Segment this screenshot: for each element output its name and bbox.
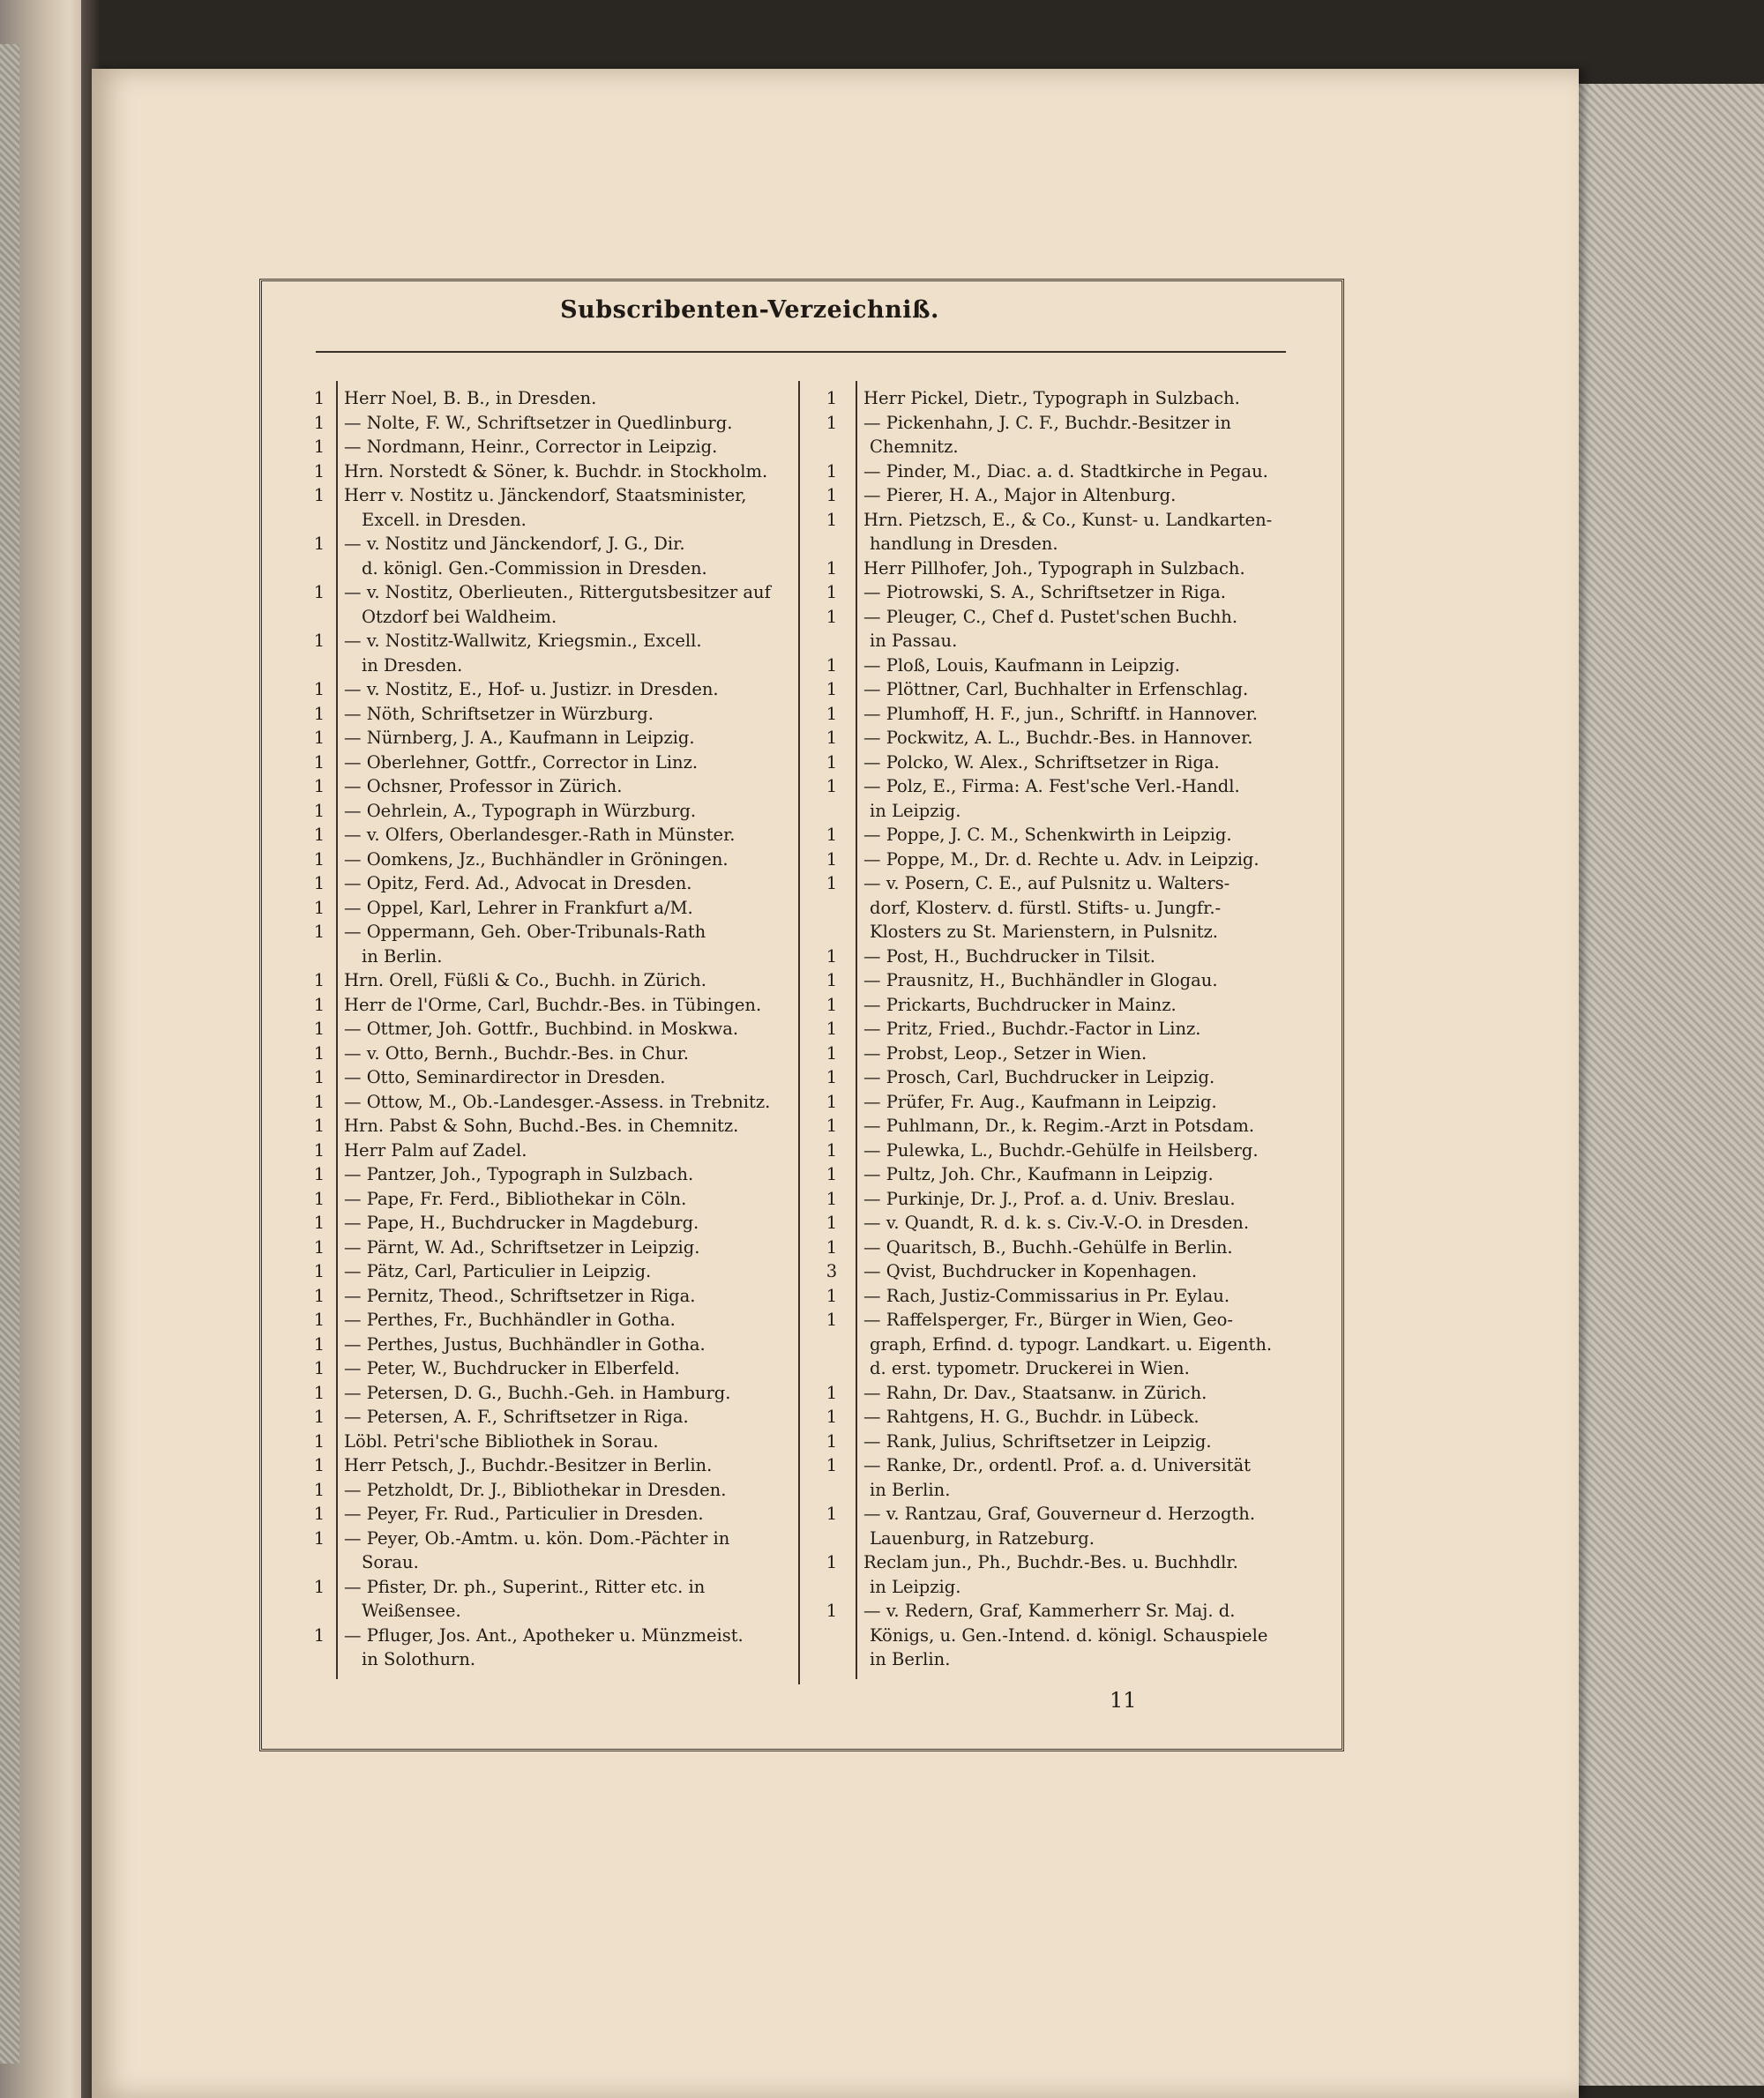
- subscriber-name: — Probst, Leop., Setzer in Wien.: [863, 1042, 1147, 1064]
- subscriber-continuation: in Berlin.: [362, 945, 443, 967]
- subscriber-quantity: 1: [313, 994, 325, 1015]
- subscriber-name: — Prüfer, Fr. Aug., Kaufmann in Leipzig.: [863, 1091, 1217, 1112]
- subscriber-entry: [818, 1405, 1290, 1430]
- subscriber-entry: [310, 1405, 796, 1430]
- subscriber-name: — v. Quandt, R. d. k. s. Civ.-V.-O. in Dresden.: [863, 1213, 1250, 1233]
- subscriber-entry: [818, 1187, 1290, 1212]
- subscriber-entry: [310, 580, 796, 629]
- subscriber-quantity: 1: [313, 800, 325, 821]
- subscriber-name: — Qvist, Buchdrucker in Kopenhagen.: [863, 1261, 1198, 1281]
- subscriber-name: — Perthes, Justus, Buchhändler in Gotha.: [344, 1333, 706, 1355]
- subscriber-entry: [310, 1211, 796, 1236]
- title-rule: [316, 351, 1286, 353]
- left-binding-cloth: [0, 44, 19, 2064]
- subscriber-quantity: 1: [313, 1504, 325, 1524]
- subscriber-entry: [818, 1065, 1290, 1090]
- subscriber-quantity: 1: [826, 1285, 838, 1306]
- subscriber-entry: [818, 968, 1290, 993]
- subscriber-quantity: 1: [826, 460, 838, 482]
- subscriber-entry: [310, 629, 796, 677]
- subscriber-name: — Oehrlein, A., Typograph in Würzburg.: [344, 800, 697, 821]
- subscriber-quantity: 1: [313, 1358, 325, 1378]
- subscriber-name: — Rank, Julius, Schriftsetzer in Leipzig.: [863, 1430, 1212, 1452]
- subscriber-quantity: 1: [826, 1188, 838, 1209]
- subscriber-name: — Ploß, Louis, Kaufmann in Leipzig.: [863, 654, 1180, 676]
- subscriber-quantity: 1: [313, 1455, 325, 1475]
- subscriber-name: — Puhlmann, Dr., k. Regim.-Arzt in Potsdam.: [863, 1116, 1255, 1136]
- subscriber-continuation: Excell. in Dresden.: [362, 509, 527, 530]
- subscriber-quantity: 1: [313, 388, 325, 408]
- subscriber-name: — Nürnberg, J. A., Kaufmann in Leipzig.: [344, 728, 695, 748]
- subscriber-quantity: 1: [313, 825, 325, 845]
- subscriber-name: — v. Posern, C. E., auf Pulsnitz u. Walters-: [863, 873, 1230, 893]
- subscriber-quantity: 1: [313, 1285, 325, 1306]
- subscriber-quantity: 1: [313, 1188, 325, 1209]
- subscriber-quantity: 1: [826, 1407, 838, 1427]
- subscriber-quantity: 1: [826, 1067, 838, 1087]
- subscriber-entry: [310, 1114, 796, 1139]
- subscriber-entry: [818, 750, 1290, 775]
- subscriber-entry: [310, 1187, 796, 1212]
- subscriber-name: — Poppe, M., Dr. d. Rechte u. Adv. in Leipzig.: [863, 848, 1259, 870]
- subscriber-entry: [818, 1502, 1290, 1550]
- subscriber-quantity: 1: [313, 776, 325, 796]
- subscriber-quantity: 1: [826, 848, 838, 870]
- subscriber-name: Herr Petsch, J., Buchdr.-Besitzer in Berlin.: [344, 1455, 713, 1475]
- subscriber-quantity: 1: [826, 1164, 838, 1184]
- subscriber-entry: [818, 1139, 1290, 1163]
- subscriber-quantity: 1: [826, 606, 838, 627]
- subscriber-quantity: 1: [826, 485, 838, 505]
- subscriber-quantity: 1: [826, 1601, 838, 1621]
- subscriber-name: — Plöttner, Carl, Buchhalter in Erfenschlag.: [863, 679, 1249, 699]
- subscriber-quantity: 1: [313, 1042, 325, 1064]
- subscriber-entry: [310, 1502, 796, 1527]
- subscriber-name: — Petersen, D. G., Buchh.-Geh. in Hamburg.: [344, 1382, 731, 1403]
- subscriber-entry: [310, 1284, 796, 1309]
- subscriber-continuation: Lauenburg, in Ratzeburg.: [870, 1527, 1095, 1549]
- subscriber-entry: [818, 483, 1290, 508]
- subscriber-name: — Ottmer, Joh. Gottfr., Buchbind. in Moskwa.: [344, 1019, 739, 1039]
- subscriber-name: — Pantzer, Joh., Typograph in Sulzbach.: [344, 1164, 694, 1184]
- subscriber-entry: [310, 459, 796, 484]
- subscriber-name: — Pockwitz, A. L., Buchdr.-Bes. in Hannover.: [863, 728, 1253, 748]
- subscriber-entry: [310, 1139, 796, 1163]
- subscriber-continuation: d. erst. typometr. Druckerei in Wien.: [870, 1358, 1190, 1378]
- subscriber-quantity: 1: [826, 776, 838, 796]
- subscriber-name: — Prickarts, Buchdrucker in Mainz.: [863, 994, 1177, 1015]
- subscriber-entry: [310, 532, 796, 580]
- subscriber-name: — Poppe, J. C. M., Schenkwirth in Leipzig.: [863, 825, 1232, 845]
- subscriber-quantity: 1: [826, 679, 838, 699]
- subscriber-entry: [310, 847, 796, 872]
- subscriber-quantity: 1: [313, 1261, 325, 1281]
- subscriber-name: — Purkinje, Dr. J., Prof. a. d. Univ. Breslau.: [863, 1188, 1236, 1209]
- subscriber-continuation: Sorau.: [362, 1552, 419, 1572]
- subscriber-continuation: d. königl. Gen.-Commission in Dresden.: [362, 557, 707, 579]
- subscriber-entry: [310, 799, 796, 824]
- subscriber-continuation: in Leipzig.: [870, 1576, 961, 1597]
- subscriber-entry: [310, 871, 796, 896]
- subscriber-entry: [818, 1550, 1290, 1599]
- subscriber-name: — Otto, Seminardirector in Dresden.: [344, 1067, 666, 1087]
- subscriber-quantity: 1: [826, 1042, 838, 1064]
- page-title: Subscribenten-Verzeichniß.: [560, 296, 939, 324]
- subscriber-name: — v. Olfers, Oberlandesger.-Rath in Münster.: [344, 825, 736, 845]
- subscriber-name: — Rach, Justiz-Commissarius in Pr. Eylau.: [863, 1285, 1230, 1306]
- subscriber-entry: [818, 580, 1290, 605]
- subscriber-quantity: 1: [826, 1382, 838, 1403]
- subscriber-name: Herr Pillhofer, Joh., Typograph in Sulzbach.: [863, 557, 1245, 579]
- subscriber-quantity: 1: [826, 388, 838, 408]
- subscriber-entry: [310, 1333, 796, 1357]
- subscriber-name: — Pinder, M., Diac. a. d. Stadtkirche in Pegau.: [863, 460, 1268, 482]
- subscriber-name: — Oppel, Karl, Lehrer in Frankfurt a/M.: [344, 897, 693, 918]
- subscriber-entry: [818, 1259, 1290, 1284]
- subscriber-quantity: 1: [826, 1455, 838, 1475]
- subscriber-entry: [310, 774, 796, 799]
- subscriber-quantity: 1: [826, 509, 838, 530]
- subscriber-quantity: 1: [826, 825, 838, 845]
- subscriber-quantity: 1: [826, 1430, 838, 1452]
- subscriber-quantity: 1: [313, 1430, 325, 1452]
- subscriber-entry: [310, 993, 796, 1018]
- subscriber-entry: [310, 920, 796, 968]
- subscriber-quantity: 1: [313, 1067, 325, 1087]
- subscriber-entry: [818, 459, 1290, 484]
- subscriber-continuation: dorf, Klosterv. d. fürstl. Stifts- u. Jungfr.-: [870, 897, 1222, 918]
- subscriber-entry: [818, 1236, 1290, 1260]
- subscriber-name: — Prausnitz, H., Buchhändler in Glogau.: [863, 970, 1218, 990]
- subscriber-entry: [310, 1090, 796, 1115]
- subscriber-entry: [310, 1381, 796, 1406]
- subscriber-continuation: in Passau.: [870, 631, 958, 651]
- subscriber-name: — Pleuger, C., Chef d. Pustet'schen Buchh.: [863, 606, 1238, 627]
- subscriber-entry: [310, 1162, 796, 1187]
- subscriber-name: — Pape, Fr. Ferd., Bibliothekar in Cöln.: [344, 1188, 687, 1209]
- subscriber-name: Hrn. Orell, Füßli & Co., Buchh. in Zürich.: [344, 970, 706, 990]
- subscriber-quantity: 1: [313, 1091, 325, 1112]
- subscriber-entry: [818, 411, 1290, 459]
- subscriber-entry: [818, 386, 1290, 411]
- subscriber-name: — Nöth, Schriftsetzer in Würzburg.: [344, 703, 654, 724]
- subscriber-quantity: 1: [826, 654, 838, 676]
- subscriber-entry: [310, 1042, 796, 1066]
- subscriber-name: — Oberlehner, Gottfr., Corrector in Linz.: [344, 751, 699, 773]
- subscriber-name: — Peyer, Fr. Rud., Particulier in Dresden.: [344, 1504, 704, 1524]
- subscriber-name: — Pfister, Dr. ph., Superint., Ritter etc. in: [344, 1576, 706, 1597]
- subscriber-name: Löbl. Petri'sche Bibliothek in Sorau.: [344, 1430, 659, 1452]
- subscriber-name: — Pulewka, L., Buchdr.-Gehülfe in Heilsberg.: [863, 1139, 1259, 1161]
- subscriber-entry: [818, 1090, 1290, 1115]
- subscriber-name: — v. Nostitz, E., Hof- u. Justizr. in Dresden.: [344, 679, 719, 699]
- subscriber-name: Herr de l'Orme, Carl, Buchdr.-Bes. in Tübingen.: [344, 994, 762, 1015]
- subscriber-entry: [310, 677, 796, 702]
- subscriber-name: — Peter, W., Buchdrucker in Elberfeld.: [344, 1358, 680, 1378]
- subscriber-quantity: 1: [826, 1091, 838, 1112]
- subscriber-quantity: 1: [313, 897, 325, 918]
- subscriber-continuation: graph, Erfind. d. typogr. Landkart. u. Eigenth.: [870, 1333, 1273, 1355]
- subscriber-quantity: 1: [313, 1333, 325, 1355]
- subscriber-quantity: 1: [313, 412, 325, 433]
- subscriber-continuation: in Dresden.: [362, 654, 463, 676]
- subscriber-name: Reclam jun., Ph., Buchdr.-Bes. u. Buchhdlr.: [863, 1552, 1238, 1572]
- subscriber-quantity: 1: [826, 945, 838, 967]
- subscriber-name: Herr Noel, B. B., in Dresden.: [344, 388, 597, 408]
- subscriber-name: — Ranke, Dr., ordentl. Prof. a. d. Universität: [863, 1455, 1251, 1475]
- subscriber-entry: [818, 702, 1290, 727]
- subscriber-entry: [818, 823, 1290, 847]
- subscriber-continuation: in Berlin.: [870, 1479, 951, 1500]
- subscriber-name: — Petzholdt, Dr. J., Bibliothekar in Dresden.: [344, 1479, 727, 1500]
- subscriber-entry: [310, 1236, 796, 1260]
- subscriber-quantity: 1: [313, 631, 325, 651]
- subscriber-quantity: 1: [313, 728, 325, 748]
- subscriber-name: — Pierer, H. A., Major in Altenburg.: [863, 485, 1177, 505]
- subscriber-column-right: [818, 386, 1290, 1672]
- subscriber-entry: [818, 508, 1290, 556]
- subscriber-quantity: 1: [313, 485, 325, 505]
- subscriber-name: — Pape, H., Buchdrucker in Magdeburg.: [344, 1213, 699, 1233]
- subscriber-entry: [310, 411, 796, 436]
- subscriber-entry: [310, 1065, 796, 1090]
- page-number: 11: [1110, 1688, 1137, 1713]
- subscriber-name: — Nolte, F. W., Schriftsetzer in Quedlinburg.: [344, 412, 733, 433]
- subscriber-quantity: 1: [826, 751, 838, 773]
- subscriber-continuation: Klosters zu St. Marienstern, in Pulsnitz.: [870, 922, 1219, 942]
- subscriber-entry: [310, 1575, 796, 1624]
- subscriber-quantity: 1: [826, 1504, 838, 1524]
- subscriber-entry: [310, 483, 796, 532]
- subscriber-entry: [818, 1284, 1290, 1309]
- subscriber-entry: [310, 726, 796, 750]
- subscriber-continuation: Königs, u. Gen.-Intend. d. königl. Schauspiele: [870, 1624, 1268, 1646]
- subscriber-quantity: 1: [826, 1019, 838, 1039]
- subscriber-continuation: Chemnitz.: [870, 437, 959, 457]
- subscriber-quantity: 1: [313, 1164, 325, 1184]
- subscriber-quantity: 1: [313, 873, 325, 893]
- subscriber-entry: [818, 677, 1290, 702]
- subscriber-continuation: in Berlin.: [870, 1649, 951, 1669]
- subscriber-name: — Opitz, Ferd. Ad., Advocat in Dresden.: [344, 873, 692, 893]
- subscriber-entry: [310, 1478, 796, 1503]
- subscriber-quantity: 1: [826, 1310, 838, 1330]
- subscriber-quantity: 1: [313, 1139, 325, 1161]
- subscriber-column-left: [310, 386, 796, 1672]
- subscriber-entry: [818, 871, 1290, 944]
- subscriber-entry: [310, 1453, 796, 1478]
- subscriber-name: — Quaritsch, B., Buchh.-Gehülfe in Berlin.: [863, 1236, 1233, 1258]
- subscriber-name: — Raffelsperger, Fr., Bürger in Wien, Geo-: [863, 1310, 1233, 1330]
- subscriber-name: — Perthes, Fr., Buchhändler in Gotha.: [344, 1310, 676, 1330]
- subscriber-name: — Ochsner, Professor in Zürich.: [344, 776, 623, 796]
- subscriber-quantity: 1: [313, 848, 325, 870]
- subscriber-entry: [818, 1308, 1290, 1381]
- subscriber-quantity: 1: [826, 703, 838, 724]
- subscriber-entry: [310, 1624, 796, 1672]
- subscriber-quantity: 1: [313, 1019, 325, 1039]
- subscriber-quantity: 1: [313, 437, 325, 457]
- subscriber-name: — Plumhoff, H. F., jun., Schriftf. in Hannover.: [863, 703, 1258, 724]
- subscriber-quantity: 1: [826, 873, 838, 893]
- subscriber-quantity: 1: [313, 751, 325, 773]
- subscriber-name: — Pultz, Joh. Chr., Kaufmann in Leipzig.: [863, 1164, 1214, 1184]
- subscriber-entry: [818, 847, 1290, 872]
- subscriber-entry: [310, 1017, 796, 1042]
- subscriber-quantity: 1: [826, 1552, 838, 1572]
- subscriber-name: — Piotrowski, S. A., Schriftsetzer in Riga.: [863, 582, 1226, 602]
- subscriber-name: — Oomkens, Jz., Buchhändler in Gröningen.: [344, 848, 729, 870]
- subscriber-quantity: 1: [826, 1139, 838, 1161]
- subscriber-entry: [818, 1114, 1290, 1139]
- subscriber-quantity: 1: [313, 1236, 325, 1258]
- subscriber-entry: [818, 1162, 1290, 1187]
- subscriber-entry: [818, 1599, 1290, 1672]
- subscriber-entry: [310, 823, 796, 847]
- subscriber-entry: [818, 726, 1290, 750]
- subscriber-entry: [310, 386, 796, 411]
- subscriber-quantity: 3: [826, 1261, 838, 1281]
- subscriber-quantity: 1: [826, 970, 838, 990]
- subscriber-name: — Peyer, Ob.-Amtm. u. kön. Dom.-Pächter in: [344, 1527, 730, 1549]
- subscriber-quantity: 1: [826, 1236, 838, 1258]
- subscriber-quantity: 1: [313, 1382, 325, 1403]
- subscriber-entry: [818, 1211, 1290, 1236]
- column-separator: [798, 381, 800, 1684]
- subscriber-name: — Pätz, Carl, Particulier in Leipzig.: [344, 1261, 652, 1281]
- subscriber-name: — v. Rantzau, Graf, Gouverneur d. Herzogth.: [863, 1504, 1256, 1524]
- subscriber-name: — Polcko, W. Alex., Schriftsetzer in Riga.: [863, 751, 1220, 773]
- subscriber-quantity: 1: [826, 728, 838, 748]
- subscriber-name: Herr v. Nostitz u. Jänckendorf, Staatsminister,: [344, 485, 747, 505]
- subscriber-continuation: Otzdorf bei Waldheim.: [362, 606, 557, 627]
- subscriber-continuation: handlung in Dresden.: [870, 534, 1058, 554]
- subscriber-name: — Pritz, Fried., Buchdr.-Factor in Linz.: [863, 1019, 1201, 1039]
- subscriber-quantity: 1: [313, 460, 325, 482]
- subscriber-name: — Nordmann, Heinr., Corrector in Leipzig.: [344, 437, 718, 457]
- subscriber-name: — Pickenhahn, J. C. F., Buchdr.-Besitzer in: [863, 412, 1231, 433]
- subscriber-entry: [310, 968, 796, 993]
- subscriber-quantity: 1: [826, 557, 838, 579]
- subscriber-entry: [310, 750, 796, 775]
- subscriber-name: — Post, H., Buchdrucker in Tilsit.: [863, 945, 1155, 967]
- subscriber-quantity: 1: [313, 970, 325, 990]
- subscriber-quantity: 1: [826, 994, 838, 1015]
- subscriber-quantity: 1: [826, 582, 838, 602]
- subscriber-name: Hrn. Pietzsch, E., & Co., Kunst- u. Landkarten-: [863, 509, 1273, 530]
- subscriber-quantity: 1: [313, 703, 325, 724]
- subscriber-entry: [310, 435, 796, 459]
- subscriber-quantity: 1: [313, 1116, 325, 1136]
- subscriber-name: — v. Otto, Bernh., Buchdr.-Bes. in Chur.: [344, 1042, 689, 1064]
- subscriber-entry: [818, 653, 1290, 678]
- subscriber-entry: [818, 944, 1290, 969]
- subscriber-quantity: 1: [826, 412, 838, 433]
- subscriber-quantity: 1: [826, 1116, 838, 1136]
- subscriber-name: Herr Palm auf Zadel.: [344, 1139, 527, 1161]
- subscriber-name: — Pärnt, W. Ad., Schriftsetzer in Leipzig.: [344, 1236, 700, 1258]
- subscriber-quantity: 1: [313, 1213, 325, 1233]
- subscriber-quantity: 1: [313, 1479, 325, 1500]
- subscriber-quantity: 1: [313, 1576, 325, 1597]
- subscriber-quantity: 1: [313, 534, 325, 554]
- subscriber-name: — Ottow, M., Ob.-Landesger.-Assess. in Trebnitz.: [344, 1091, 771, 1112]
- subscriber-entry: [818, 605, 1290, 653]
- subscriber-name: — Pernitz, Theod., Schriftsetzer in Riga.: [344, 1285, 696, 1306]
- subscriber-entry: [310, 896, 796, 921]
- subscriber-quantity: 1: [313, 1624, 325, 1646]
- subscriber-quantity: 1: [313, 1407, 325, 1427]
- subscriber-name: — Polz, E., Firma: A. Fest'sche Verl.-Handl.: [863, 776, 1240, 796]
- subscriber-entry: [310, 1356, 796, 1381]
- subscriber-entry: [310, 702, 796, 727]
- subscriber-entry: [310, 1527, 796, 1575]
- subscriber-name: — v. Redern, Graf, Kammerherr Sr. Maj. d.: [863, 1601, 1236, 1621]
- subscriber-quantity: 1: [313, 922, 325, 942]
- cover-cloth-edge: [1561, 84, 1764, 2086]
- subscriber-entry: [818, 1430, 1290, 1454]
- subscriber-entry: [818, 993, 1290, 1018]
- subscriber-quantity: 1: [313, 679, 325, 699]
- subscriber-name: — Oppermann, Geh. Ober-Tribunals-Rath: [344, 922, 706, 942]
- subscriber-name: — Rahn, Dr. Dav., Staatsanw. in Zürich.: [863, 1382, 1207, 1403]
- subscriber-continuation: Weißensee.: [362, 1601, 461, 1621]
- subscriber-continuation: in Leipzig.: [870, 800, 961, 821]
- subscriber-entry: [818, 774, 1290, 823]
- subscriber-name: Herr Pickel, Dietr., Typograph in Sulzbach.: [863, 388, 1240, 408]
- subscriber-name: — v. Nostitz und Jänckendorf, J. G., Dir.: [344, 534, 685, 554]
- subscriber-quantity: 1: [313, 582, 325, 602]
- subscriber-entry: [818, 1042, 1290, 1066]
- subscriber-entry: [310, 1308, 796, 1333]
- subscriber-entry: [818, 1453, 1290, 1502]
- subscriber-entry: [818, 1017, 1290, 1042]
- subscriber-name: — Pfluger, Jos. Ant., Apotheker u. Münzmeist.: [344, 1624, 744, 1646]
- subscriber-name: — v. Nostitz, Oberlieuten., Rittergutsbesitzer auf: [344, 582, 771, 602]
- subscriber-name: — Rahtgens, H. G., Buchdr. in Lübeck.: [863, 1407, 1200, 1427]
- subscriber-name: — Prosch, Carl, Buchdrucker in Leipzig.: [863, 1067, 1215, 1087]
- subscriber-continuation: in Solothurn.: [362, 1649, 476, 1669]
- subscriber-quantity: 1: [313, 1310, 325, 1330]
- subscriber-quantity: 1: [826, 1213, 838, 1233]
- subscriber-entry: [310, 1430, 796, 1454]
- subscriber-name: Hrn. Norstedt & Söner, k. Buchdr. in Stockholm.: [344, 460, 768, 482]
- subscriber-entry: [818, 1381, 1290, 1406]
- subscriber-name: — v. Nostitz-Wallwitz, Kriegsmin., Excell.: [344, 631, 702, 651]
- subscriber-quantity: 1: [313, 1527, 325, 1549]
- subscriber-name: — Petersen, A. F., Schriftsetzer in Riga.: [344, 1407, 689, 1427]
- subscriber-entry: [310, 1259, 796, 1284]
- subscriber-entry: [818, 556, 1290, 581]
- subscriber-name: Hrn. Pabst & Sohn, Buchd.-Bes. in Chemnitz.: [344, 1116, 739, 1136]
